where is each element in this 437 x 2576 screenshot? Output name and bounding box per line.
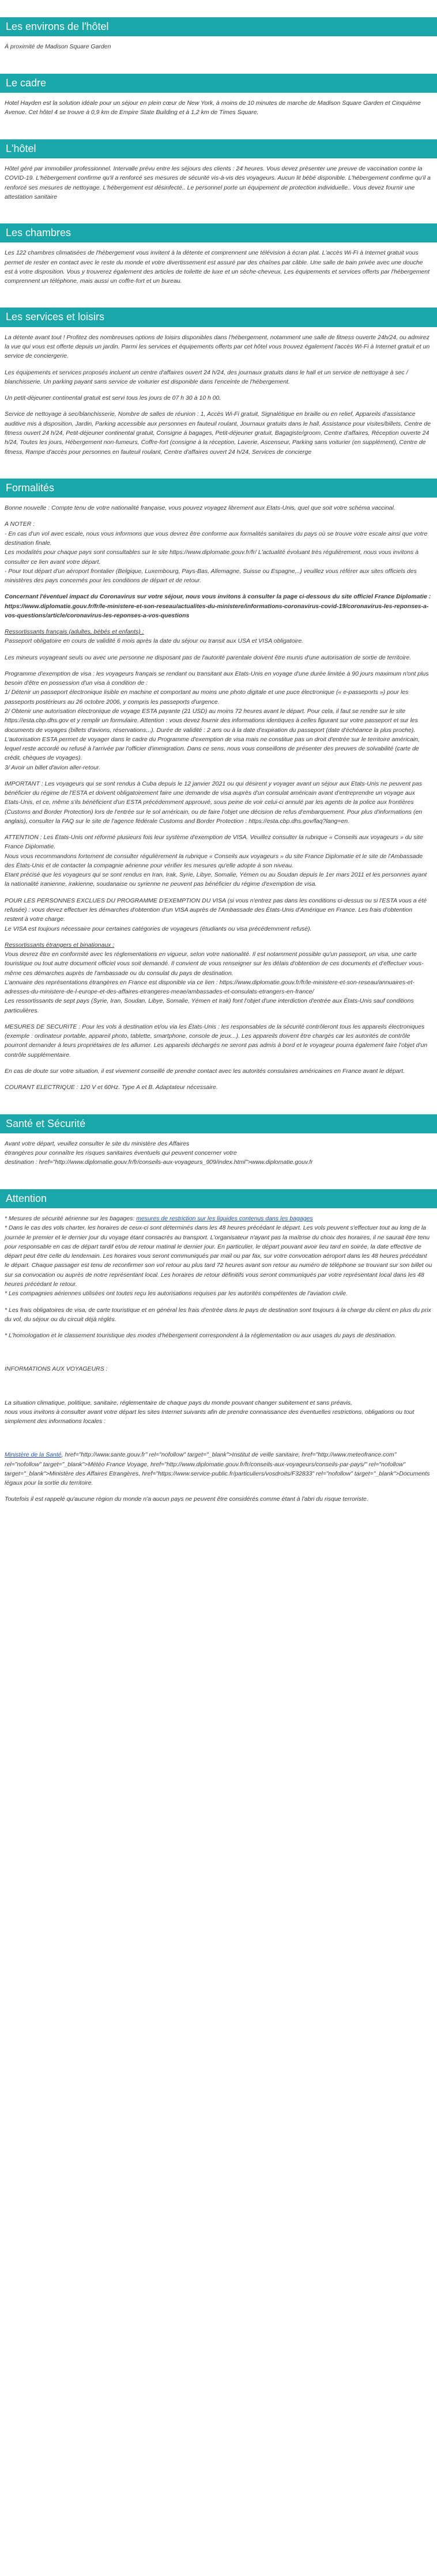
formalites-doute: En cas de doute sur votre situation, il est vivement conseillé de prendre contact avec les autorités consulaires américaines en France avant le départ.: [5, 1068, 405, 1075]
formalites-courant-electrique: COURANT ELECTRIQUE : 120 V et 60Hz. Type A et B. Adaptateur nécessaire.: [5, 1084, 218, 1091]
section-environs: [0, 17, 437, 52]
section-title-formalites: Formalités: [0, 479, 437, 498]
attention-vols-charter: * Dans le cas des vols charter, les horaires de ceux-ci sont déterminés dans les 48 heures précédant le départ. Les vols peuvent s'effectuer tout au long de la journée le premier et le dernier jour du voyage étant consacrés au transport. L'organisateur n'ayant pas la maîtrise du choix des horaires, il ne saurait être tenu pour responsable en cas de départ tardif et/ou de retour matinal le dernier jour. En particulier, le départ pouvant avoir lieu tard en soirée, la date effective de départ peut être celle du lendemain. Les horaires vous seront communiqués par mail ou par fax, sur votre convocation aéroport dans les 48 heures précédant le départ. Chaque passager est tenu de reconfirmer son vol retour au plus tard 72 heures avant son retour au numéro de téléphone se trouvant sur son billet ou sur sa convocation ou auprès de notre représentant local. Les horaires de retour définitifs vous seront communiqués par votre représentant local dans les 48 heures précédant le retour.: [5, 1224, 432, 1288]
formalites-sept-pays: Les ressortissants de sept pays (Syrie, Iran, Soudan, Libye, Somalie, Yémen et Irak) font l'objet d'une interdiction d'entrée aux États-Unis sauf conditions particulières.: [5, 997, 414, 1014]
formalites-note-frontalier: - Pour tout départ d'un aéroport frontalier (Belgique, Luxembourg, Pays-Bas, Allemagne, Suisse ou Espagne,..) veuillez vous référer aux sites officiels des ministères des pays concernés pour les conditions de départ et de retour.: [5, 567, 417, 585]
formalites-attention-reforme: ATTENTION : Les États-Unis ont réformé plusieurs fois leur système d'exemption de VISA. Veuillez consulter la rubrique « Conseils aux voyageurs » du site France Diplomatie.: [5, 834, 423, 851]
section-title-attention: Attention: [0, 1189, 437, 1208]
hotel-text: Hôtel géré par immobilier professionnel. Intervalle prévu entre les séjours des clients : 24 heures. Vous devez présenter une preuve de vaccination contre la COVID-19. L'hébergement confirme qu'il a renforcé ses mesures de sécurité vis-à-vis des voyageurs. Aucun lit bébé disponible. L'hébergement confirme qu'il a renforcé ses mesures de nettoyage. L'hébergement est désinfecté.. Le personnel porte un équipement de protection individuelle.. Vous devez fournir une attestation sanitaire: [5, 165, 431, 200]
formalites-note-escale: - En cas d'un vol avec escale, nous vous informons que vous devrez être conforme aux formalités sanitaires du pays où se trouve votre escale ainsi que votre destination finale.: [5, 530, 428, 547]
formalites-note-modalites: Les modalités pour chaque pays sont consultables sur le site https://www.diplomatie.gouv.fr/fr/ L'actualité évoluant très régulièrement, nous vous invitons à consulter ce lien avant votre départ.: [5, 549, 419, 566]
formalites-note-title: A NOTER :: [5, 521, 35, 528]
attention-terroriste: Toutefois il est rappelé qu'aucune région du monde n'a aucun pays ne peuvent être considérés comme étant à l'abri du risque terroriste.: [5, 1496, 368, 1503]
attention-compagnies: * Les compagnies aériennes utilisées ont toutes reçu les autorisations requises par les autorités compétentes de l'aviation civile.: [5, 1290, 348, 1298]
cadre-text: Hotel Hayden est la solution idéale pour un séjour en plein cœur de New York, à moins de 10 minutes de marche de Madison Square Garden et Cinquième Avenue. Cet hôtel 4 se trouve à 0,9 km de Empire State Building et à 1,2 km de Times Square.: [5, 100, 421, 116]
attention-homologation: * L'homologation et le classement touristique des modes d'hébergement correspondent à la réglementation ou aux usages du pays de destination.: [5, 1332, 397, 1340]
formalites-programme-exemption: Programme d'exemption de visa : les voyageurs français se rendant ou transitant aux Etats-Unis en voyage d'une durée limitée à 90 jours maximum n'ont plus besoin d'être en possession d'un visa à condition de :: [5, 670, 429, 687]
services-paragraph: Un petit-déjeuner continental gratuit est servi tous les jours de 07 h 30 à 10 h 00.: [5, 394, 221, 402]
attention-liens: [5, 1450, 432, 1488]
environs-text: À proximité de Madison Square Garden: [5, 43, 111, 51]
section-formalites: [0, 479, 437, 1092]
formalites-annuaire: L'annuaire des représentations étrangères en France est disponible via ce lien : https://www.diplomatie.gouv.fr/fr/le-ministere-et-son-reseau/annuaires-et-adresses-du-ministere-de-l-europe-et-des-affaires-etrangeres-meae/ambassades-et-consulats-etrangers-en-france/: [5, 978, 415, 996]
sante-line: destination : href="http://www.diplomatie.gouv.fr/fr/conseils-aux-voyageurs_909/index.html">www.diplomatie.gouv.fr: [5, 1159, 313, 1166]
section-title-environs: Les environs de l'hôtel: [0, 17, 437, 36]
section-sante: [0, 1114, 437, 1167]
sante-line: Avant votre départ, veuillez consulter le site du ministère des Affaires: [5, 1140, 190, 1147]
formalites-exclus-programme: POUR LES PERSONNES EXCLUES DU PROGRAMME D'EXEMPTION DU VISA (si vous n'entrez pas dans les conditions ci-dessus ou si l'ESTA vous a été refusée) : vous devez effectuer les démarches d'obtention d'un VISA auprès de l'Ambassade des États-Unis d'Amérique en France. Les frais d'obtention restent à votre charge.: [5, 897, 427, 923]
attention-consulter: nous vous invitons à consulter avant votre départ les sites Internet suivants afin de prendre connaissance des éventuelles restrictions, obligations ou tout simplement des informations locales :: [5, 1408, 415, 1425]
services-paragraph: Les équipements et services proposés incluent un centre d'affaires ouvert 24 h/24, des journaux gratuits dans le hall et un service de nettoyage à sec / blanchisserie. Un parking payant sans service de voiturier est disponible dans l'enceinte de l'hébergement.: [5, 369, 408, 385]
services-paragraph: Service de nettoyage à sec/blanchisserie, Nombre de salles de réunion : 1, Accès Wi-Fi gratuit, Signalétique en braille ou en relief, Appareils d'assistance auditive mis à disposition, Jardin, Parking accessible aux personnes en fauteuil roulant, Journaux gratuits dans le hall, Assistance pour visites/billets, Centre de fitness ouvert 24 h/24, Petit-déjeuner continental gratuit, Consigne à bagages, Petit-déjeuner gratuit, Bagagiste/groom, Centre d'affaires, Réception ouverte 24 h/24, Toutes les jours, Hébergement non-fumeurs, Coffre-fort (consigne à la réception, Laverie, Ascenseur, Parking sans voiturier (en supplément), Centre de fitness, Rampe d'accès pour personnes en fauteuil roulant, Centre d'affaires ouvert 24 h/24, Services de concierge: [5, 411, 431, 456]
liquides-restriction-link[interactable]: mesures de restriction sur les liquides contenus dans les bagages: [136, 1215, 313, 1223]
formalites-mesures-securite: MESURES DE SECURITE : Pour les vols à destination et/ou via les États-Unis : les responsables de la sécurité contrôleront tous les appareils électroniques (exemple : ordinateur portable, appareil photo, tablette, smartphone, console de jeux...). Les appareils doivent être chargés car les autorités de contrôle pourront demander à leurs propriétaires de les allumer. Les appareils déchargés ne seront pas admis à bord et le voyageur pourra également faire l'objet d'un contrôle supplémentaire.: [5, 1023, 428, 1059]
formalites-condition-3: 3/ Avoir un billet d'avion aller-retour.: [5, 764, 101, 771]
formalites-important-cuba: IMPORTANT : Les voyageurs qui se sont rendus à Cuba depuis le 12 janvier 2021 ou qui désirent y voyager avant un séjour aux Etats-Unis ne peuvent pas bénéficier du régime de l'ESTA et doivent obligatoirement faire une demande de visa auprès d'un consulat américain avant d'entreprendre un voyage aux Etats-Unis, et ce, même s'ils bénéficient d'un ESTA précédemment approuvé, sous peine de voir celui-ci annulé par les agents de la police aux frontières (Customs and Border Protection) lors de l'entrée sur le sol américain, ou de faire l'objet une décision de refus d'embarquement. Pour plus d'informations (en anglais), consulter la FAQ sur le site de l'agence fédérale Customs and Border Protection : https://esta.cbp.dhs.gov/faq?lang=en.: [5, 780, 423, 825]
formalites-etrangers-text: Vous devrez être en conformité avec les réglementations en vigueur, selon votre nationalité. Il est notamment possible qu'un passeport, un visa, une carte touristique ou tout autre document officiel vous soit demandé. Il convient de vous renseigner sur les délais d'obtention de ces documents et d'effectuer vous-même ces démarches auprès de l'ambassade ou du consulat du pays de destination.: [5, 951, 424, 977]
attention-frais: * Les frais obligatoires de visa, de carte touristique et en général les frais d'entrée dans le pays de destination sont toujours à la charge du client en plus du prix du vol, du séjour ou du circuit déjà réglés.: [5, 1306, 431, 1323]
formalites-ressortissants-text: Passeport obligatoire en cours de validité 6 mois après la date du séjour ou transit aux USA et VISA obligatoire.: [5, 638, 304, 645]
attention-mesures: [5, 1214, 432, 1298]
formalites-pays-exclus: Etant précisé que les voyageurs qui se sont rendus en Iran, Irak, Syrie, Libye, Somalie, Yémen ou au Soudan depuis le 1er mars 2011 et les personnes ayant la nationalité iranienne, irakienne, soudanaise ou syrienne ne peuvent pas bénéficier du régime d'exemption de visa.: [5, 871, 427, 888]
section-title-services: Les services et loisirs: [0, 308, 437, 327]
attention-situation: La situation climatique, politique, sanitaire, réglementaire de chaque pays du monde pouvant changer subitement et sans préavis,: [5, 1399, 352, 1406]
attention-infos-title: INFORMATIONS AUX VOYAGEURS :: [5, 1365, 108, 1373]
formalites-recommandation: Nous vous recommandons fortement de consulter régulièrement la rubrique « Conseils aux voyageurs » du site France Diplomatie et le site de l'Ambassade des États-Unis et de contacter la compagnie aérienne pour vérifier les mesures qu'elle adopte à son niveau.: [5, 852, 423, 869]
formalites-visa-necessaire: Le VISA est toujours nécessaire pour certaines catégories de voyageurs (étudiants ou visa précédemment refusé).: [5, 925, 312, 932]
sante-line: étrangères pour connaître les risques sanitaires éventuels qui peuvent concerner votre: [5, 1149, 237, 1157]
formalites-etrangers-title: Ressortissants étrangers et binationaux :: [5, 941, 115, 949]
formalites-ressortissants-title: Ressortissants français (adultes, bébés et enfants) :: [5, 628, 144, 636]
ministere-sante-link[interactable]: Ministère de la Santé: [5, 1451, 62, 1459]
formalites-condition-2: 2/ Obtenir une autorisation électronique de voyage ESTA payante (21 USD) au moins 72 heures avant le départ. Pour cela, il faut se rendre sur le site https://esta.cbp.dhs.gov et y remplir un formulaire. Attention : vous devez fournir des informations identiques à celles figurant sur votre passeport et sur les documents de voyages (billets d'avions, réservations,..). Durée de validité : 2 ans ou à la date d'expiration du passeport (date d'échéance la plus proche). L'autorisation ESTA permet de voyager dans le cadre du Programme d'exemption de visa mais ne constitue pas un droit d'entrée sur le territoire américain, lequel reste accordé ou refusé à l'arrivée par l'officier d'immigration. Dans ce sens, nous vous conseillons de présenter des preuves de solvabilité (carte de crédit, chèques de voyages).: [5, 707, 420, 762]
section-title-cadre: Le cadre: [0, 74, 437, 93]
section-attention: [0, 1189, 437, 1504]
services-paragraph: La détente avant tout ! Profitez des nombreuses options de loisirs disponibles dans l'hébergement, notamment une salle de fitness ouverte 24h/24, ou admirez la vue qui vous est offerte depuis un jardin. Parmi les services et équipements offerts par cet hôtel vous trouvez également l'accès Wi-Fi à Internet gratuit et un service de conciergerie.: [5, 333, 430, 360]
section-title-sante: Santé et Sécurité: [0, 1114, 437, 1133]
attention-mesures-prefix: * Mesures de sécurité aérienne sur les bagages:: [5, 1215, 137, 1223]
section-services: [0, 308, 437, 456]
formalites-coronavirus: Concernant l'éventuel impact du Coronavirus sur votre séjour, nous vous invitons à consulter la page ci-dessous du site officiel France Diplomatie : https://www.diplomatie.gouv.fr/fr/le-ministere-et-son-reseau/actualites-du-ministere/informations-coronavirus-covid-19/coronavirus-les-reponses-a-vos-questions/article/coronavirus-les-reponses-a-vos-questions: [5, 593, 431, 619]
formalites-mineurs: Les mineurs voyageant seuls ou avec une personne ne disposant pas de l'autorité parentale doivent être munis d'une autorisation de sortie de territoire.: [5, 654, 412, 661]
section-chambres: [0, 223, 437, 286]
attention-liens-text: , href="http://www.sante.gouv.fr" rel="nofollow" target="_blank">Institut de veille sanitaire, href="http://www.meteofrance.com" rel="nofollow" target="_blank">Météo France Voyage, href="http://www.diplomatie.gouv.fr/fr/conseils-aux-voyageurs/conseils-par-pays/" rel="nofollow" target="_blank">Ministère des Affaires Etrangères, href="https://www.service-public.fr/particuliers/vosdroits/F32833" rel="nofollow" target="_blank">Documents légaux pour la sortie du territoire.: [5, 1451, 430, 1487]
chambres-text: Les 122 chambres climatisées de l'hébergement vous invitent à la détente et comprennent une télévision à écran plat. L'accès Wi-Fi à Internet gratuit vous permet de rester en contact avec le reste du monde et votre divertissement est assuré par des chaînes par câble. Une salle de bain privée avec une douche est à votre disposition. Vous y trouverez également des articles de toilette de luxe et un sèche-cheveux. Les équipements et services offerts par l'hébergement comprennent un téléphone, mais aussi un coffre-fort et un bureau.: [5, 249, 430, 285]
formalites-intro: Bonne nouvelle : Compte tenu de votre nationalité française, vous pouvez voyagez librement aux Etats-Unis, quel que soit votre schéma vaccinal.: [5, 504, 395, 512]
section-cadre: [0, 74, 437, 117]
section-title-hotel: L'hôtel: [0, 139, 437, 158]
section-hotel: [0, 139, 437, 202]
formalites-condition-1: 1/ Détenir un passeport électronique lisible en machine et comportant au moins une photo digitale et une puce électronique (« e-passeports ») pour les passeports postérieurs au 26 octobre 2006, y compris les passeports d'urgence.: [5, 689, 409, 705]
section-title-chambres: Les chambres: [0, 223, 437, 242]
